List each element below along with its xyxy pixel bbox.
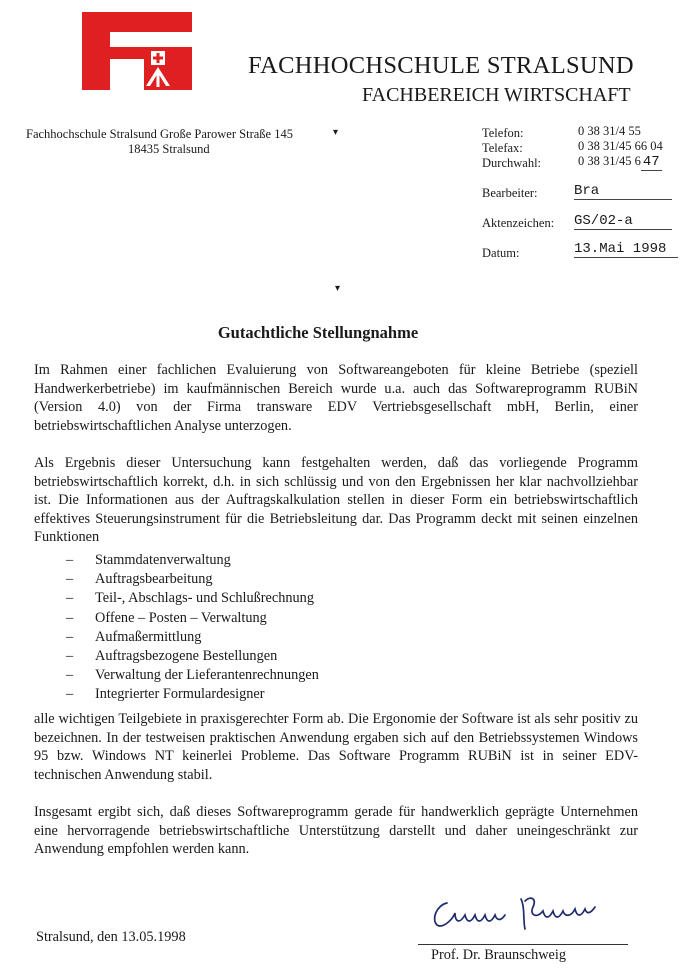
paragraph-ergonomics: alle wichtigen Teilgebiete in praxisgerechter Form ab. Die Ergonomie der Software ist als sehr positiv zu bezeichnen. In der testweisen praktischen Anwendung ergaben sich auf den Betriebssystemen Windows 95 bzw. Windows NT keinerlei Probleme. Das Software Programm RUBiN ist in seiner EDV-technischen Anwendung stabil. — [34, 711, 638, 783]
list-item — [66, 685, 319, 704]
list-item-label: Auftragsbearbeitung — [95, 571, 213, 588]
bullet-dash: – — [66, 628, 74, 645]
list-item-label: Integrierter Formulardesigner — [95, 686, 265, 703]
signatory-name: Prof. Dr. Braunschweig — [431, 947, 567, 963]
durchwahl-number: 0 38 31/45 6 — [578, 154, 641, 168]
place-date: Stralsund, den 13.05.1998 — [36, 929, 186, 945]
bearbeiter-label: Bearbeiter: — [482, 186, 538, 200]
list-item-label: Offene – Posten – Verwaltung — [95, 609, 267, 626]
sender-address-line2: 18435 Stralsund — [128, 142, 210, 156]
list-item-label: Aufmaßermittlung — [95, 628, 202, 645]
bullet-dash: – — [66, 667, 74, 684]
mark-dot: ▾ — [333, 127, 339, 138]
bullet-dash: – — [66, 590, 74, 607]
telefon-label: Telefon: — [482, 126, 524, 140]
list-item — [66, 570, 319, 589]
paragraph-conclusion: Insgesamt ergibt sich, daß dieses Softwareprogramm gerade für handwerklich geprägte Unternehmen eine hervorragende betriebswirtschaftliche Unterstützung darstellt und daher uneingeschränkt zur Anwendung empfohlen werden kann. — [34, 804, 638, 858]
department-name: FACHBEREICH WIRTSCHAFT — [362, 84, 631, 106]
list-item — [66, 551, 319, 570]
bearbeiter-value: Bra — [574, 183, 672, 200]
list-item — [66, 647, 319, 666]
bullet-dash: – — [66, 686, 74, 703]
datum-value: 13.Mai 1998 — [574, 241, 678, 258]
list-item — [66, 589, 319, 608]
institution-name: FACHHOCHSCHULE STRALSUND — [248, 52, 634, 79]
list-item — [66, 666, 319, 685]
sender-address-line1: Fachhochschule Stralsund Große Parower Straße 145 — [26, 127, 293, 141]
durchwahl-label: Durchwahl: — [482, 156, 542, 170]
bullet-dash: – — [66, 571, 74, 588]
durchwahl-value — [578, 154, 662, 170]
paragraph-result: Als Ergebnis dieser Untersuchung kann festgehalten werden, daß das vorliegende Programm betriebswirtschaftlich korrekt, d.h. in sich schlüssig und von den Ergebnissen her klar nachvollziehbar ist. Die Informationen aus der Auftragskalkulation stellen in dieser Form ein betriebswirtschaftlich effektives Steuerungsinstrument für die Betriebsleitung dar. Das Programm deckt mit seinen einzelnen Funktionen — [34, 455, 638, 546]
handwritten-signature — [425, 885, 610, 943]
list-item-label: Teil-, Abschlags- und Schlußrechnung — [95, 590, 314, 607]
university-logo — [82, 12, 192, 90]
bullet-dash: – — [66, 648, 74, 665]
list-item-label: Stammdatenverwaltung — [95, 552, 231, 568]
function-list — [66, 551, 319, 705]
signature-line — [418, 944, 628, 945]
telefax-label: Telefax: — [482, 141, 523, 155]
letter-title: Gutachtliche Stellungnahme — [217, 323, 419, 342]
datum-label: Datum: — [482, 246, 520, 260]
mark-dot: ▾ — [335, 283, 341, 294]
list-item-label: Verwaltung der Lieferantenrechnungen — [95, 667, 319, 684]
paragraph-intro: Im Rahmen einer fachlichen Evaluierung von Softwareangeboten für kleine Betriebe (speziell Handwerkerbetriebe) im kaufmännischen Bereich wurde u.a. auch das Softwareprogramm RUBiN (Version 4.0) von der Firma transware EDV Vertriebsgesellschaft mbH, Berlin, einer betriebswirtschaftlichen Analyse unterzogen. — [34, 362, 638, 434]
telefon-value: 0 38 31/4 55 — [578, 124, 641, 138]
list-item — [66, 628, 319, 647]
bullet-dash: – — [66, 609, 74, 626]
aktenzeichen-label: Aktenzeichen: — [482, 216, 555, 230]
list-item — [66, 609, 319, 628]
list-item-label: Auftragsbezogene Bestellungen — [95, 648, 278, 665]
telefax-value: 0 38 31/45 66 04 — [578, 139, 663, 153]
aktenzeichen-value: GS/02-a — [574, 213, 672, 230]
durchwahl-extension: 47 — [642, 154, 660, 170]
bullet-dash: – — [66, 552, 74, 568]
